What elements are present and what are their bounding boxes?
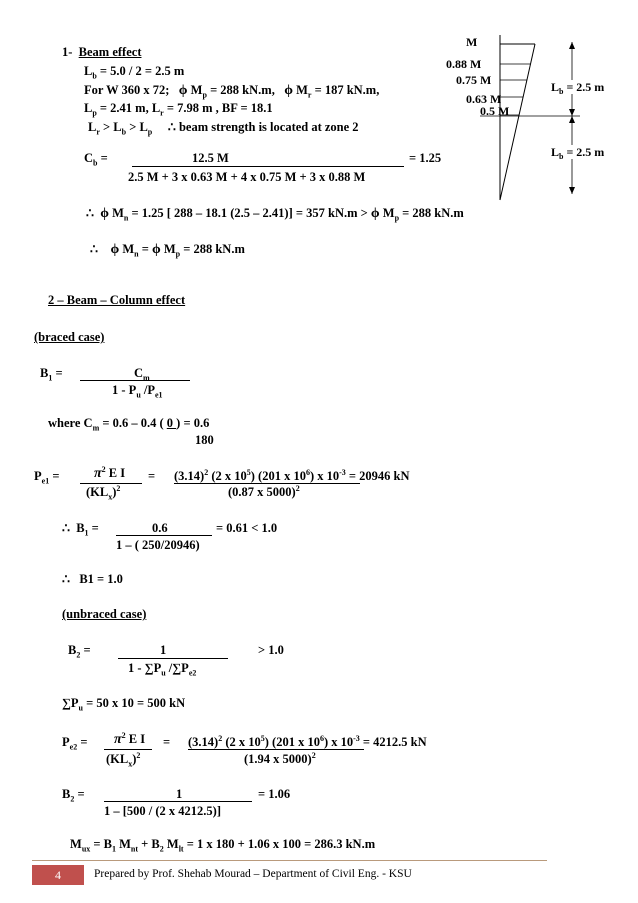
unbraced-case-heading: (unbraced case) (62, 607, 147, 621)
phi-symbol: ϕ (370, 206, 380, 221)
page-number: 4 (32, 865, 84, 885)
pe2-numerator: $\pi^2$ E I (114, 730, 146, 747)
cb-numerator: 12.5 M (192, 151, 229, 165)
page-footer (32, 860, 547, 885)
pe2-fraction-bar (104, 749, 152, 750)
b1-calc-numerator: 0.6 (152, 521, 168, 535)
pe1-rhs-bar (174, 483, 360, 484)
lb-line: $L_b = 5.0 / 2 = 2.5$ m (84, 64, 185, 81)
pe1-rhs-denominator: (0.87 x 5000)$^2$ (228, 483, 300, 499)
phi-symbol: ϕ (110, 242, 120, 257)
diagram-label-088: 0.88 M (446, 57, 482, 71)
cb-fraction-bar (132, 166, 404, 167)
b2-fraction-bar (118, 658, 228, 659)
b2-calc-bar (104, 801, 252, 802)
pe1-numerator: $\pi^2$ E I (94, 464, 126, 481)
phi-symbol: ϕ (100, 206, 109, 221)
phi-symbol: ϕ (284, 83, 293, 98)
mn-equation-2: ∴ ϕ $M_n = \phi$ $M_p = 288$ kN.m (90, 242, 245, 259)
b1-calc-result: = 0.61 < 1.0 (216, 521, 278, 535)
pe2-rhs: $(3.14)^2$ (2 x $10^5$) (201 x $10^6$) x $10^{-3} = 4212.5$ kN (188, 733, 427, 749)
b1-numerator: $C_m$ (134, 366, 150, 383)
pe2-denominator: $(KL_x)^2$ (106, 750, 141, 769)
b2-calc-result: = 1.06 (258, 787, 291, 801)
diagram-lb-upper: $L_b = 2.5$ m (551, 80, 605, 96)
diagram-label-063: 0.63 M (466, 92, 502, 106)
diagram-label-075: 0.75 M (456, 73, 492, 87)
therefore-icon: ∴ (90, 242, 98, 256)
zone-line: $L_r > L_b > L_p$ ∴ beam strength is located at zone 2 (88, 120, 359, 137)
pe1-equals: = (148, 469, 156, 483)
b1-calc-label: ∴ $B_1$ = (62, 521, 99, 538)
moment-diagram (440, 30, 620, 210)
pe1-label: $P_{e1}$ = (34, 469, 60, 486)
cb-denominator: 2.5 M + 3 x 0.63 M + 4 x 0.75 M + 3 x 0.88 M (128, 170, 366, 184)
cm-denominator: 180 (195, 433, 214, 447)
mn-equation-1: ∴ ϕ $M_n = 1.25$ [ 288 – 18.1 (2.5 – 2.41)] = 357 kN.m > ϕ $M_p = 288$ kN.m (86, 206, 464, 223)
beam-heading: 1- Beam effect (62, 45, 142, 59)
b1-calc-bar (116, 535, 212, 536)
footer-text: Prepared by Prof. Shehab Mourad – Department of Civil Eng. - KSU (94, 868, 412, 880)
therefore-icon: ∴ (62, 521, 70, 535)
cb-label: $C_b$ = (84, 151, 108, 168)
cm-equation: where $C_m = 0.6 - 0.4$ ( 0 ) = 0.6 (48, 416, 210, 433)
b1-label: $B_1$ = (40, 366, 63, 383)
beam-column-heading: 2 – Beam – Column effect (48, 293, 186, 307)
mux-equation: $M_{ux} = B_1$ $M_{nt} + B_2$ $M_{lt} = 1$ x 180 + 1.06 x 100 = 286.3 kN.m (70, 837, 376, 854)
b1-denominator: $1 - P_u$ $/P_{e1}$ (112, 383, 163, 400)
pe2-equals: = (163, 735, 171, 749)
b2-denominator: $1 - \sum P_u$ $/\sum P_{e2}$ (128, 661, 197, 678)
b1-final: ∴ B1 = 1.0 (62, 572, 123, 586)
diagram-label-m: M (466, 35, 478, 49)
diagram-lb-lower: $L_b = 2.5$ m (551, 145, 605, 161)
b2-calc-numerator: 1 (176, 787, 183, 801)
therefore-icon: ∴ (86, 206, 94, 220)
pe1-denominator: $(KL_x)^2$ (86, 483, 121, 502)
b2-calc-denominator: 1 – [500 / (2 x 4212.5)] (104, 804, 221, 818)
phi-symbol: ϕ (151, 242, 161, 257)
b2-label: $B_2$ = (68, 643, 91, 660)
diagram-label-05: 0.5 M (480, 104, 510, 118)
b1-calc-denominator: 1 – ( 250/20946) (116, 538, 200, 552)
braced-case-heading: (braced case) (34, 330, 105, 344)
section-properties-line: For W 360 x 72; ϕ $M_p = 288$ kN.m, ϕ $M_r = 187$ kN.m, (84, 83, 380, 100)
pe1-fraction-bar (80, 483, 142, 484)
pe1-rhs: $(3.14)^2$ (2 x $10^5$) (201 x $10^6$) x $10^{-3} = 20946$ kN (174, 467, 410, 483)
b2-greater-than: > 1.0 (258, 643, 284, 657)
cb-result: = 1.25 (409, 151, 442, 165)
pe2-rhs-denominator: (1.94 x 5000)$^2$ (244, 750, 316, 766)
sum-pu-line: $\sum P_u = 50$ x 10 = 500 kN (62, 696, 186, 713)
phi-symbol: ϕ (178, 83, 188, 98)
pe2-label: $P_{e2}$ = (62, 735, 88, 752)
pe2-rhs-bar (188, 749, 364, 750)
b2-numerator: 1 (160, 643, 167, 657)
therefore-icon: ∴ (167, 120, 176, 134)
therefore-icon: ∴ (62, 572, 70, 586)
b1-fraction-bar (80, 380, 190, 381)
lp-lr-line: $L_p = 2.41$ m, $L_r = 7.98$ m , BF = 18.1 (84, 101, 273, 118)
b2-calc-label: $B_2$ = (62, 787, 85, 804)
